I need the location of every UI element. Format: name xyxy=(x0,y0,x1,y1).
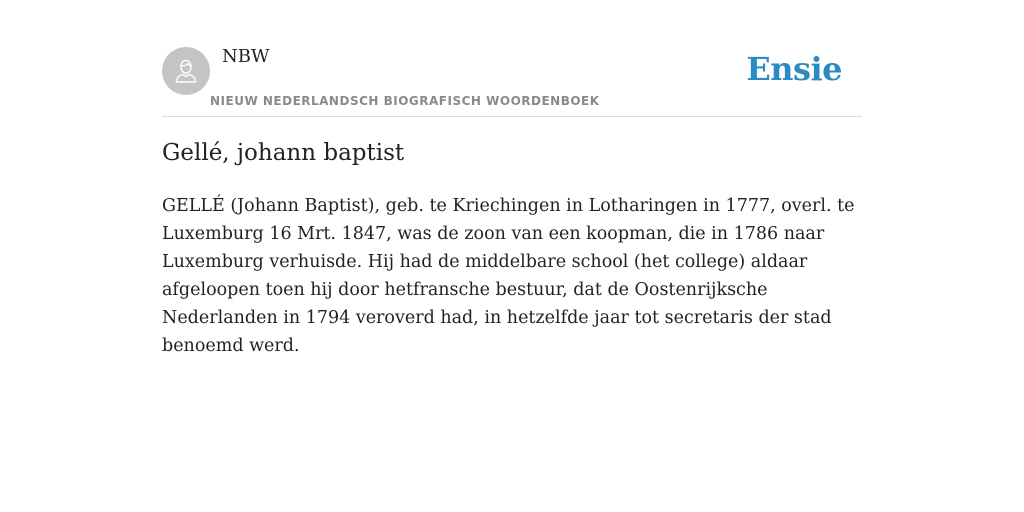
user-placeholder-icon xyxy=(171,56,201,86)
article-title: Gellé, johann baptist xyxy=(162,140,405,166)
source-avatar[interactable] xyxy=(162,47,210,95)
source-header xyxy=(162,0,862,117)
source-full-name: NIEUW NEDERLANDSCH BIOGRAFISCH WOORDENBOEK xyxy=(210,94,600,108)
article-body: GELLÉ (Johann Baptist), geb. te Kriechingen in Lotharingen in 1777, overl. te Luxemburg 16 Mrt. 1847, was de zoon van een koopman, die in 1786 naar Luxemburg verhuisde. Hij had de middelbare school (het college) aldaar afgeloopen toen hij door hetfransche bestuur, dat de Oostenrijksche Nederlanden in 1794 veroverd had, in hetzelfde jaar tot secretaris der stad benoemd werd. xyxy=(162,196,855,356)
source-abbreviation[interactable]: NBW xyxy=(222,46,270,67)
page-container xyxy=(162,0,862,356)
ensie-logo[interactable]: Ensie xyxy=(746,50,842,88)
